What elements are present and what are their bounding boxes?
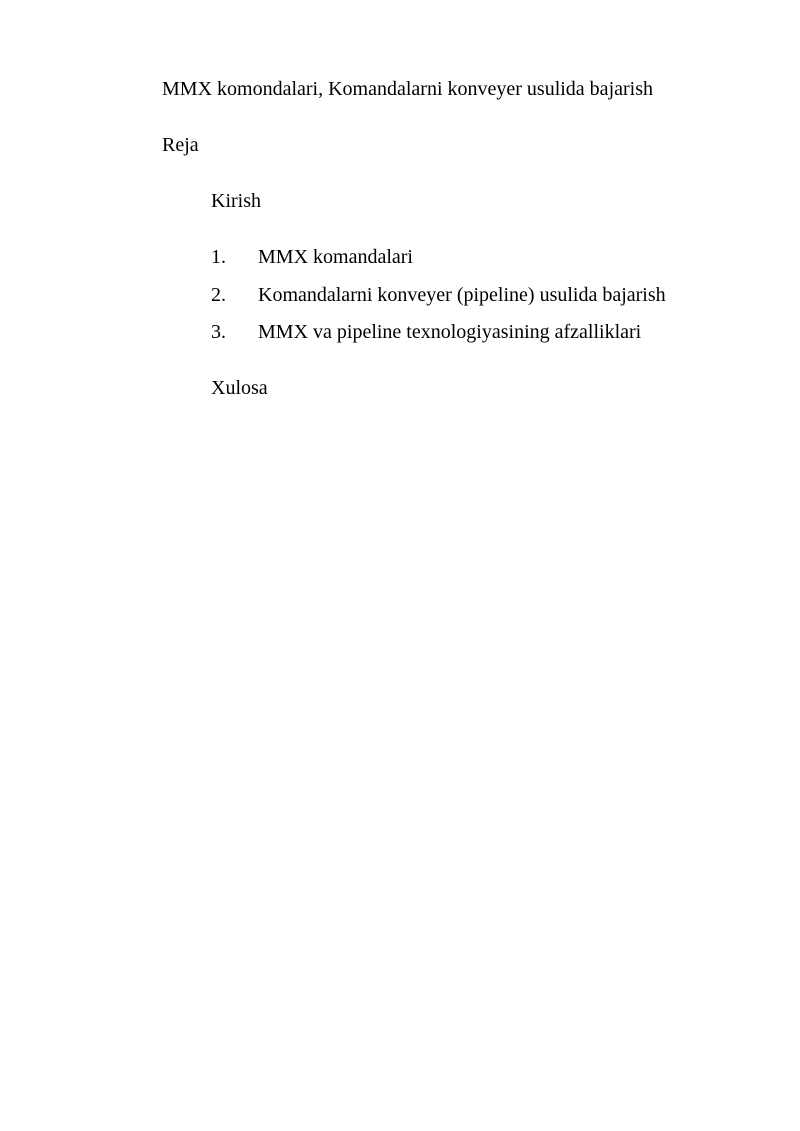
list-item-text: MMX va pipeline texnologiyasining afzalliklari [258,321,642,343]
list-item-text: MMX komandalari [258,246,413,268]
list-item-text: Komandalarni konveyer (pipeline) usulida bajarish [258,284,666,306]
intro-heading: Kirish [211,190,261,212]
list-item-number: 2. [211,284,226,306]
document-title: MMX komondalari, Komandalarni konveyer usulida bajarish [162,78,653,100]
list-item-number: 3. [211,321,226,343]
plan-heading: Reja [162,134,199,156]
conclusion-heading: Xulosa [211,377,268,399]
list-item-number: 1. [211,246,226,268]
